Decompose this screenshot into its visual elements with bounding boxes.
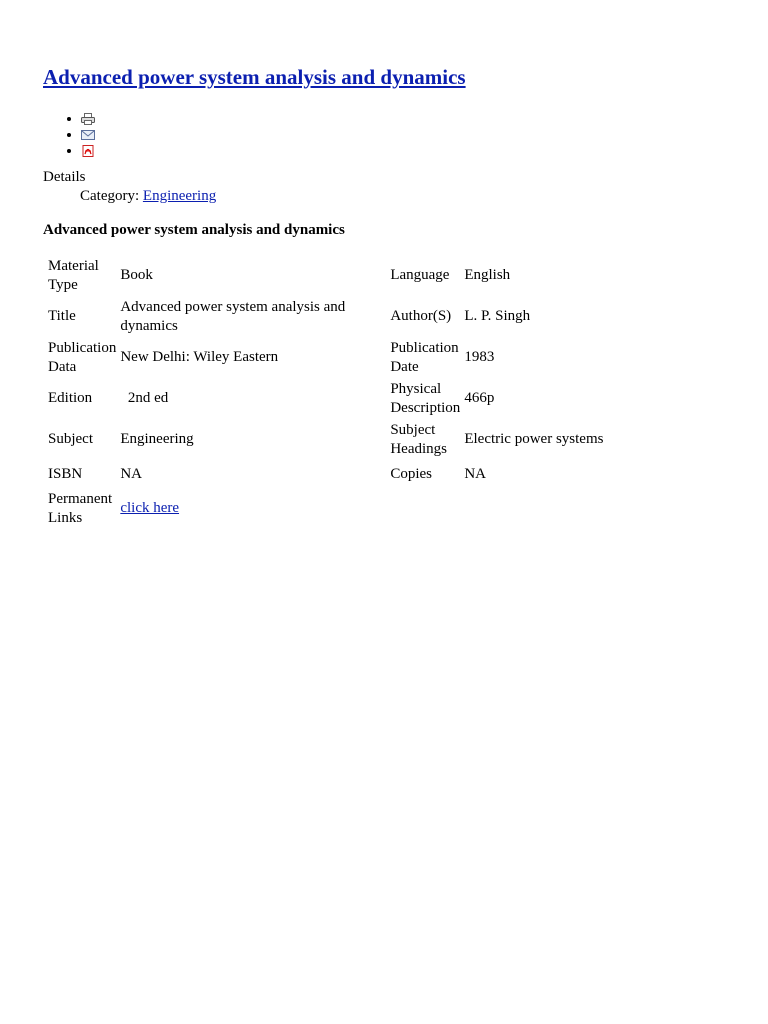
publication-date-label: Publication Date — [390, 340, 459, 375]
details-label: Details — [43, 169, 86, 185]
material-type-value: Book — [120, 267, 153, 284]
empty-cell — [462, 488, 626, 529]
table-row — [46, 460, 626, 488]
title-value: Advanced power system analysis and dynamics — [120, 299, 346, 334]
publication-data-label: Publication Data — [48, 340, 117, 375]
subject-label: Subject — [48, 431, 93, 448]
article-title-link[interactable]: Advanced power system analysis and dynamics — [43, 65, 466, 89]
permanent-link[interactable]: click here — [120, 500, 180, 517]
pdf-item — [81, 142, 768, 158]
category-label: Category: — [80, 188, 143, 204]
empty-cell — [388, 488, 462, 529]
table-row — [46, 255, 626, 296]
table-row — [46, 419, 626, 460]
publication-data-value: New Delhi: Wiley Eastern — [120, 349, 279, 366]
article-icons-list — [43, 110, 768, 158]
language-value: English — [464, 267, 511, 284]
language-label: Language — [390, 267, 450, 284]
table-row — [46, 378, 626, 419]
author-value: L. P. Singh — [464, 308, 531, 325]
publication-date-value: 1983 — [464, 349, 495, 366]
table-row — [46, 488, 626, 529]
copies-value: NA — [464, 465, 486, 482]
author-label: Author(S) — [390, 308, 452, 325]
physical-description-value: 466p — [464, 390, 495, 407]
article-title — [43, 0, 768, 90]
title-label: Title — [48, 308, 76, 325]
isbn-label: ISBN — [48, 465, 83, 482]
subject-value: Engineering — [120, 431, 194, 448]
table-row — [46, 296, 626, 337]
details-block — [43, 168, 768, 206]
book-heading: Advanced power system analysis and dynamics — [43, 222, 345, 238]
printer-icon[interactable] — [81, 113, 95, 125]
category-link[interactable]: Engineering — [142, 188, 217, 204]
subject-headings-value: Electric power systems — [464, 431, 604, 448]
copies-label: Copies — [390, 465, 432, 482]
permanent-links-label: Permanent Links — [48, 491, 113, 526]
material-type-label: Material Type — [48, 258, 99, 293]
pdf-icon[interactable] — [81, 145, 95, 157]
book-details-table — [46, 255, 626, 529]
print-item — [81, 110, 768, 126]
edition-label: Edition — [48, 390, 93, 407]
table-row — [46, 337, 626, 378]
isbn-value: NA — [120, 465, 142, 482]
edition-value: 2nd ed — [120, 390, 169, 407]
subject-headings-label: Subject Headings — [390, 422, 447, 457]
email-item — [81, 126, 768, 142]
category-line — [43, 187, 768, 206]
physical-description-label: Physical Description — [390, 381, 461, 416]
permanent-links-value — [118, 488, 388, 529]
email-icon[interactable] — [81, 129, 95, 141]
